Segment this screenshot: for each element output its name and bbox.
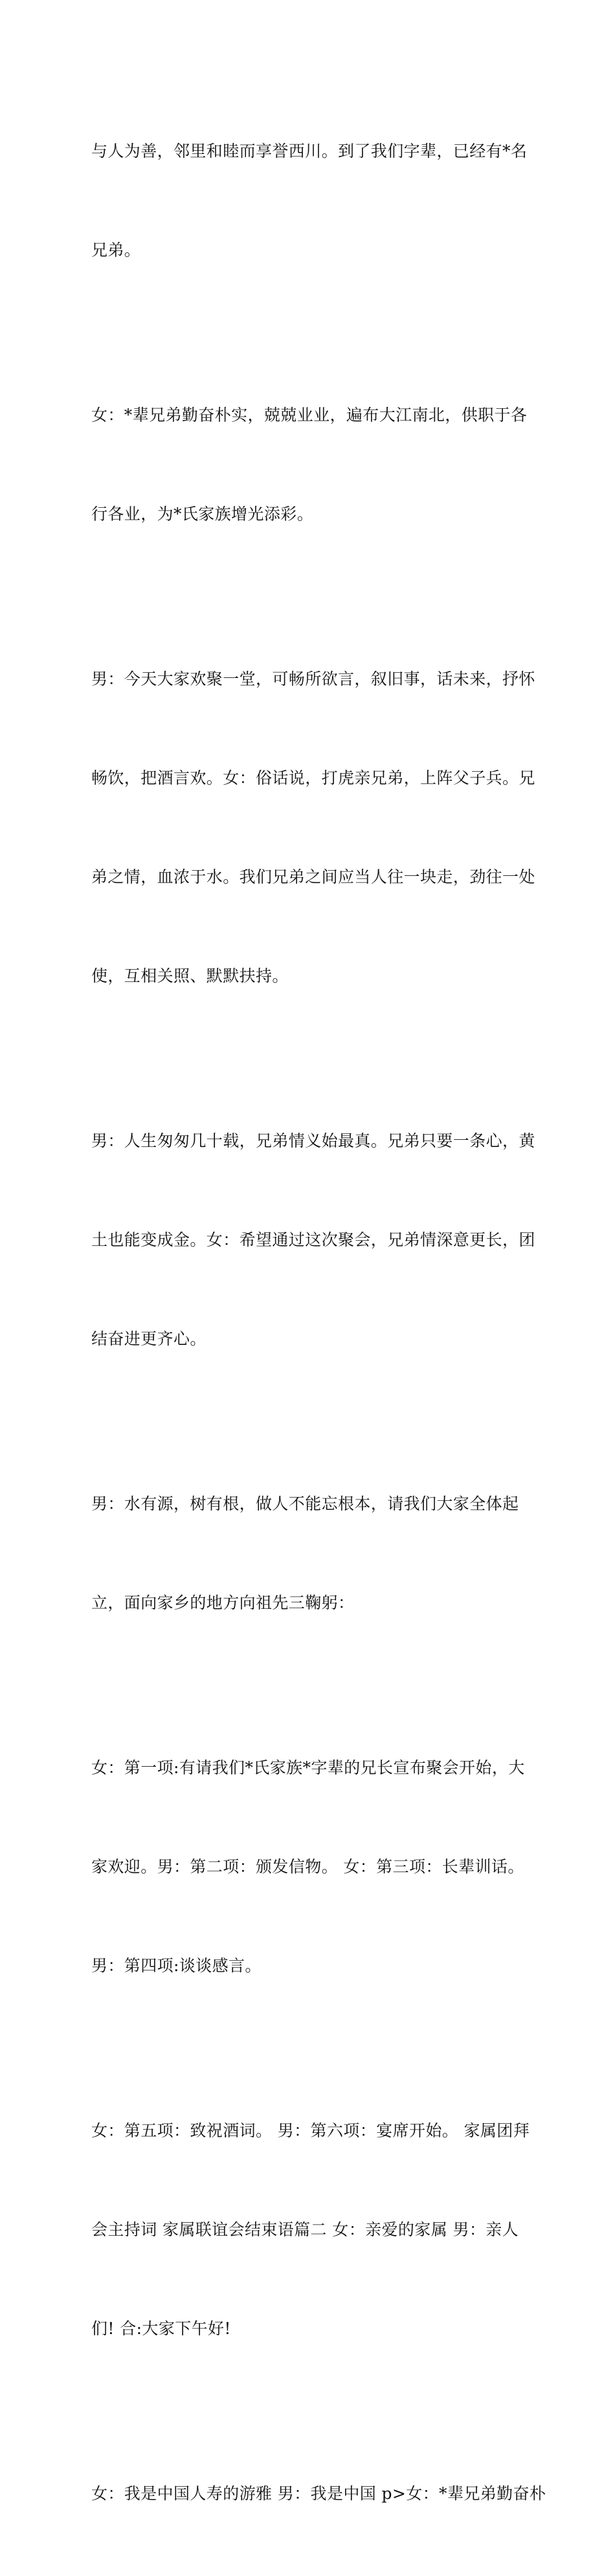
text-line: 女：第五项：致祝酒词。 男：第六项：宴席开始。 家属团拜: [91, 2121, 530, 2140]
text-line: 女：第一项:有请我们*氏家族*字辈的兄长宣布聚会开始，大: [91, 1758, 525, 1777]
text-line: 会主持词 家属联谊会结束语篇二 女：亲爱的家属 男：亲人: [91, 2220, 519, 2239]
paragraph: [91, 69, 528, 333]
document-body: [91, 69, 546, 2576]
paragraph: [91, 2411, 546, 2576]
text-line: 男：人生匆匆几十载，兄弟情义始最真。兄弟只要一条心，黄: [91, 1131, 535, 1150]
text-line: 畅饮，把酒言欢。女：俗话说，打虎亲兄弟，上阵父子兵。兄: [91, 769, 535, 787]
text-line: 们! 合:大家下午好!: [91, 2319, 231, 2338]
text-line: 男：第四项:谈谈感言。: [91, 1956, 262, 1975]
paragraph: [91, 596, 535, 1058]
paragraph: [91, 1058, 535, 1421]
paragraph: [91, 1421, 525, 1685]
text-line: 使，互相关照、默默扶持。: [91, 966, 289, 985]
paragraph: [91, 333, 528, 596]
text-line: 行各业，为*氏家族增光添彩。: [91, 505, 314, 523]
text-line: 弟之情，血浓于水。我们兄弟之间应当人往一块走，劲往一处: [91, 868, 535, 886]
text-line: 立，面向家乡的地方向祖先三鞠躬：: [91, 1593, 355, 1612]
text-line: 男：今天大家欢聚一堂，可畅所欲言，叙旧事，话未来，抒怀: [91, 670, 535, 688]
text-line: 结奋进更齐心。: [91, 1329, 207, 1348]
paragraph: [91, 2048, 530, 2411]
text-line: 女：我是中国人寿的游雅 男：我是中国 p>女：*辈兄弟勤奋朴: [91, 2484, 546, 2503]
text-line: 土也能变成金。女：希望通过这次聚会，兄弟情深意更长，团: [91, 1230, 535, 1249]
text-line: 男：水有源，树有根，做人不能忘根本，请我们大家全体起: [91, 1494, 519, 1513]
text-line: 与人为善，邻里和睦而享誉西川。到了我们字辈，已经有*名: [91, 142, 528, 160]
text-line: 兄弟。: [91, 241, 141, 259]
text-line: 家欢迎。男：第二项：颁发信物。 女：第三项：长辈训话。: [91, 1857, 524, 1876]
text-line: 女：*辈兄弟勤奋朴实，兢兢业业，遍布大江南北，供职于各: [91, 406, 528, 424]
paragraph: [91, 1685, 525, 2048]
